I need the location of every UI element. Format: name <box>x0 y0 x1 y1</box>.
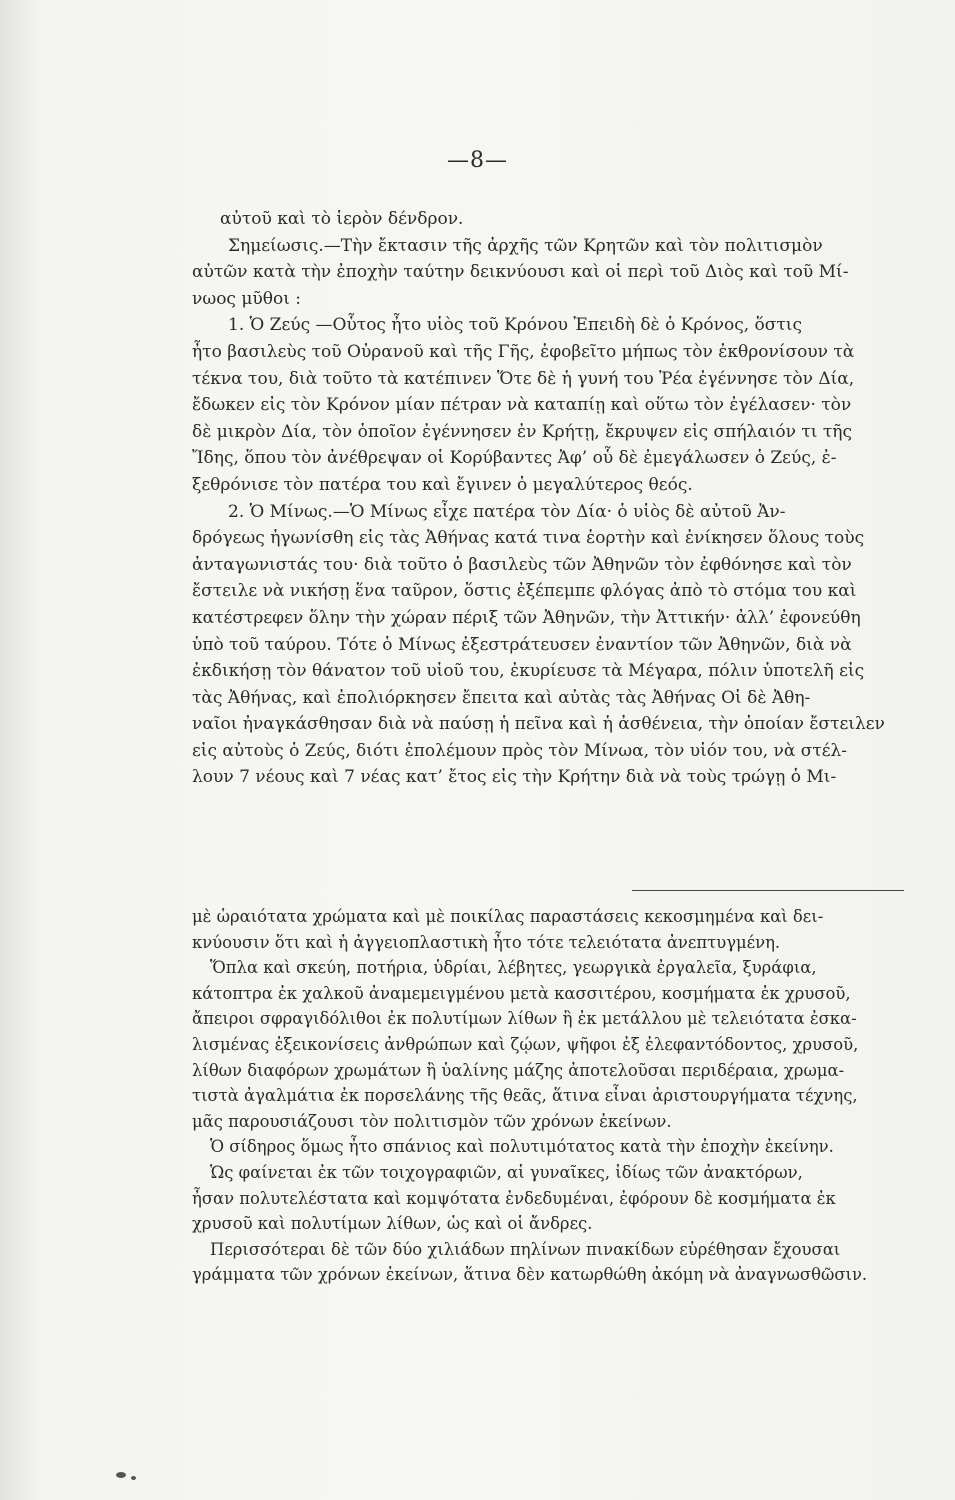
note-line: Ὡς φαίνεται ἐκ τῶν τοιχογραφιῶν, αἱ γυναῖκες, ἰδίως τῶν ἀνακτόρων, <box>210 1162 803 1182</box>
note-line: γράμματα τῶν χρόνων ἐκείνων, ἅτινα δὲν κατωρθώθη ἀκόμη νὰ ἀναγνωσθῶσιν. <box>192 1265 868 1285</box>
note-line: μᾶς παρουσιάζουσι τὸν πολιτισμὸν τῶν χρόνων ἐκείνων. <box>192 1111 672 1131</box>
note-line: Ὁ σίδηρος ὅμως ἦτο σπάνιος καὶ πολυτιμότατος κατὰ τὴν ἐποχὴν ἐκείνην. <box>210 1137 834 1157</box>
text-line: ὑπὸ τοῦ ταύρου. Τότε ὁ Μίνως ἐξεστράτευσεν ἐναντίον τῶν Ἀθηνῶν, διὰ νὰ <box>192 634 852 655</box>
main-text <box>192 206 904 791</box>
text-line: Ἴδης, ὅπου τὸν ἀνέθρεψαν οἱ Κορύβαντες Ἀφ’ οὗ δὲ ἐμεγάλωσεν ὁ Ζεύς, ἐ- <box>192 448 837 469</box>
text-line: νωος μῦθοι : <box>192 288 302 309</box>
text-line: αὐτοῦ καὶ τὸ ἱερὸν δένδρον. <box>220 209 464 229</box>
text-line: ξεθρόνισε τὸν πατέρα του καὶ ἔγινεν ὁ μεγαλύτερος θεός. <box>192 474 693 495</box>
text-line: ἔστειλε νὰ νικήσῃ ἕνα ταῦρον, ὅστις ἐξέπεμπε φλόγας ἀπὸ τὸ στόμα του καὶ <box>192 581 857 602</box>
text-line: δρόγεως ἠγωνίσθη εἰς τὰς Ἀθήνας κατά τινα ἑορτὴν καὶ ἐνίκησεν ὅλους τοὺς <box>192 528 865 549</box>
note-line: χρυσοῦ καὶ πολυτίμων λίθων, ὡς καὶ οἱ ἄνδρες. <box>192 1214 593 1234</box>
paper-speck <box>116 1472 126 1478</box>
note-line: κάτοπτρα ἐκ χαλκοῦ ἀναμεμειγμένου μετὰ κασσιτέρου, κοσμήματα ἐκ χρυσοῦ, <box>192 983 851 1003</box>
text-line: ἀνταγωνιστάς του· διὰ τοῦτο ὁ βασιλεὺς τῶν Ἀθηνῶν τὸν ἐφθόνησε καὶ τὸν <box>192 554 852 575</box>
note-line: Ὅπλα καὶ σκεύη, ποτήρια, ὑδρίαι, λέβητες, γεωργικὰ ἐργαλεῖα, ξυράφια, <box>210 958 817 978</box>
text-line: δὲ μικρὸν Δία, τὸν ὁποῖον ἐγέννησεν ἐν Κρήτῃ, ἔκρυψεν εἰς σπήλαιόν τι τῆς <box>192 421 852 442</box>
note-line: τιστὰ ἀγαλμάτια ἐκ πορσελάνης τῆς θεᾶς, ἅτινα εἶναι ἀριστουργήματα τέχνης, <box>192 1086 858 1106</box>
note-line: λίθων διαφόρων χρωμάτων ἢ ὑαλίνης μάζης ἀποτελοῦσαι περιδέραια, χρωμα- <box>192 1060 845 1080</box>
text-line: ἦτο βασιλεὺς τοῦ Οὐρανοῦ καὶ τῆς Γῆς, ἐφοβεῖτο μήπως τὸν ἐκθρονίσουν τὰ <box>192 341 855 362</box>
paper-speck <box>131 1476 136 1480</box>
text-line: λουν 7 νέους καὶ 7 νέας κατ’ ἔτος εἰς τὴν Κρήτην διὰ νὰ τοὺς τρώγῃ ὁ Μι- <box>192 767 837 788</box>
text-line: τὰς Ἀθήνας, καὶ ἐπολιόρκησεν ἔπειτα καὶ αὐτὰς τὰς Ἀθήνας Οἱ δὲ Ἀθη- <box>192 687 811 708</box>
note-line: λισμένας ἐξεικονίσεις ἀνθρώπων καὶ ζῴων, ψῆφοι ἐξ ἐλεφαντόδοντος, χρυσοῦ, <box>192 1034 859 1054</box>
footnote-text <box>192 904 904 1288</box>
text-line: ἐκδικήσῃ τὸν θάνατον τοῦ υἱοῦ του, ἐκυρίευσε τὰ Μέγαρα, πόλιν ὑποτελῆ εἰς <box>192 661 865 682</box>
text-line: Σημείωσις.—Τὴν ἔκτασιν τῆς ἀρχῆς τῶν Κρητῶν καὶ τὸν πολιτισμὸν <box>228 235 823 256</box>
page-number: —8— <box>447 148 508 173</box>
text-line: 1. Ὁ Ζεύς —Οὗτος ἦτο υἱὸς τοῦ Κρόνου Ἐπειδὴ δὲ ὁ Κρόνος, ὅστις <box>228 315 802 336</box>
note-line: κνύουσιν ὅτι καὶ ἡ ἀγγειοπλαστικὴ ἦτο τότε τελειότατα ἀνεπτυγμένη. <box>192 932 781 952</box>
text-line: ἔδωκεν εἰς τὸν Κρόνον μίαν πέτραν νὰ καταπίῃ καὶ οὕτω τὸν ἐγέλασεν· τὸν <box>192 395 852 416</box>
text-line: εἰς αὐτοὺς ὁ Ζεύς, διότι ἐπολέμουν πρὸς τὸν Μίνωα, τὸν υἱόν του, νὰ στέλ- <box>192 740 848 761</box>
note-line: μὲ ὡραιότατα χρώματα καὶ μὲ ποικίλας παραστάσεις κεκοσμημένα καὶ δει- <box>192 907 824 926</box>
text-line: τέκνα του, διὰ τοῦτο τὰ κατέπινεν Ὅτε δὲ ἡ γυνή του Ῥέα ἐγέννησε τὸν Δία, <box>192 368 855 389</box>
text-line: κατέστρεφεν ὅλην τὴν χώραν πέριξ τῶν Ἀθηνῶν, τὴν Ἀττικήν· ἀλλ’ ἐφονεύθη <box>192 607 861 628</box>
note-line: ἄπειροι σφραγιδόλιθοι ἐκ πολυτίμων λίθων ἢ ἐκ μετάλλου μὲ τελειότατα ἐσκα- <box>192 1009 857 1029</box>
footnote-divider <box>632 890 904 891</box>
note-line: ἦσαν πολυτελέστατα καὶ κομψότατα ἐνδεδυμέναι, ἐφόρουν δὲ κοσμήματα ἐκ <box>192 1188 836 1208</box>
note-line: Περισσότεραι δὲ τῶν δύο χιλιάδων πηλίνων πινακίδων εὑρέθησαν ἔχουσαι <box>210 1239 841 1259</box>
text-line: αὐτῶν κατὰ τὴν ἐποχὴν ταύτην δεικνύουσι καὶ οἱ περὶ τοῦ Διὸς καὶ τοῦ Μί- <box>192 262 849 283</box>
text-line: ναῖοι ἠναγκάσθησαν διὰ νὰ παύσῃ ἡ πεῖνα καὶ ἡ ἀσθένεια, τὴν ὁποίαν ἔστειλεν <box>192 714 885 735</box>
text-line: 2. Ὁ Μίνως.—Ὁ Μίνως εἶχε πατέρα τὸν Δία· ὁ υἱὸς δὲ αὐτοῦ Ἀν- <box>228 501 786 522</box>
